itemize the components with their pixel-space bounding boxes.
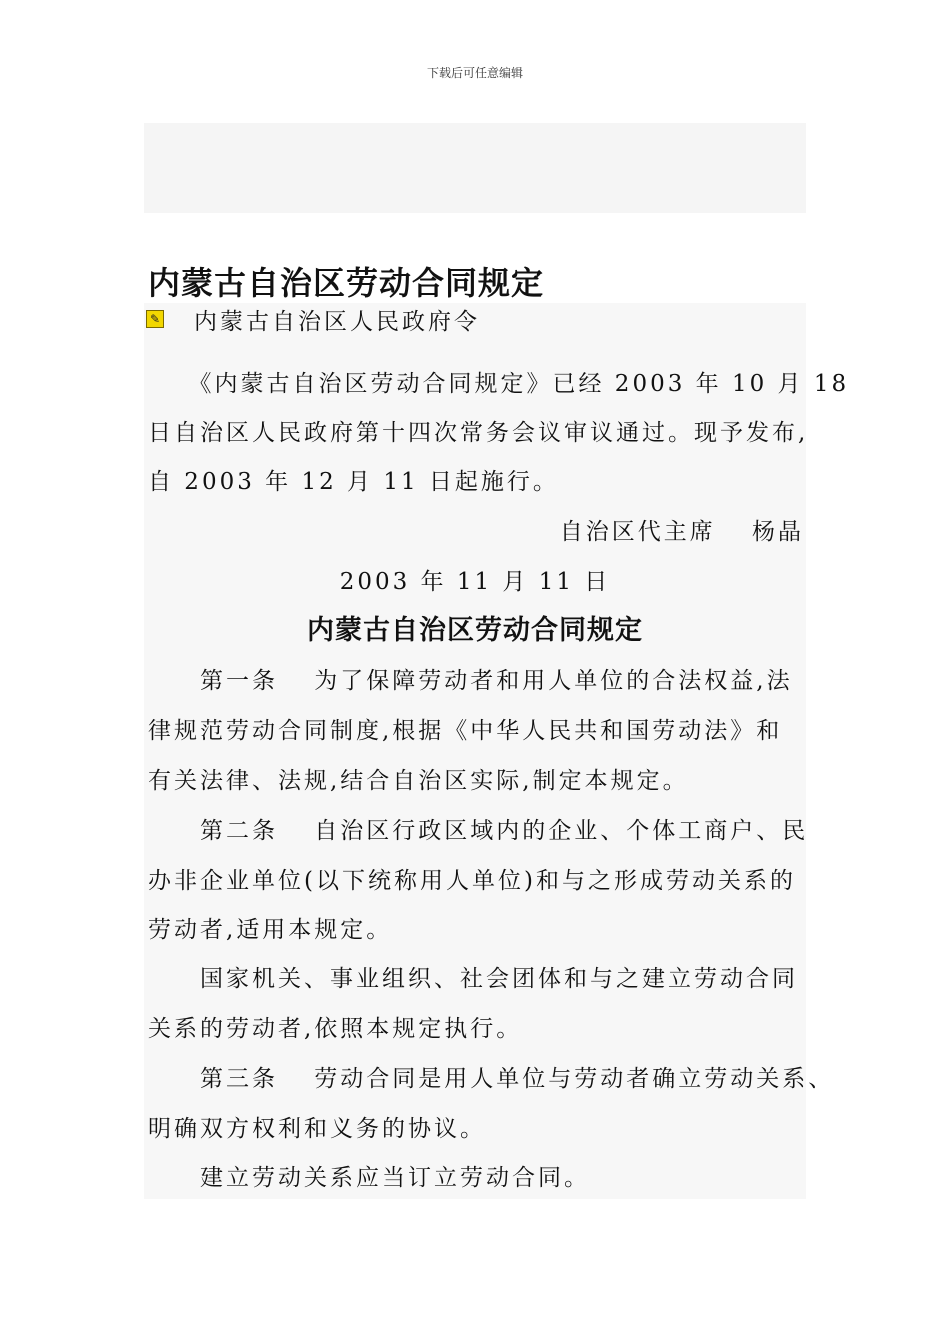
preamble-line-2: 日自治区人民政府第十四次常务会议审议通过。现予发布, [148,420,809,446]
article-line: 建立劳动关系应当订立劳动合同。 [148,1165,590,1191]
article-line: 国家机关、事业组织、社会团体和与之建立劳动合同 [148,966,798,992]
signature: 自治区代主席 杨晶 [559,519,804,545]
document-title: 内蒙古自治区劳动合同规定 [148,264,545,302]
document-icon[interactable]: ✎ [146,310,164,328]
article-line: 明确双方权利和义务的协议。 [148,1116,486,1142]
article-line: 有关法律、法规,结合自治区实际,制定本规定。 [148,768,689,794]
decree-line [144,303,480,335]
top-blank-box [144,123,806,213]
article-line: 第一条 为了保障劳动者和用人单位的合法权益,法 [148,668,793,694]
regulation-title: 内蒙古自治区劳动合同规定 [307,615,643,646]
article-line: 律规范劳动合同制度,根据《中华人民共和国劳动法》和 [148,718,783,744]
article-line: 关系的劳动者,依照本规定执行。 [148,1016,523,1042]
header-note: 下载后可任意编辑 [426,66,523,80]
article-line: 第三条 劳动合同是用人单位与劳动者确立劳动关系、 [148,1066,835,1092]
decree-date: 2003 年 11 月 11 日 [339,569,611,595]
article-line: 第二条 自治区行政区域内的企业、个体工商户、民 [148,818,809,844]
preamble-line-1: 《内蒙古自治区劳动合同规定》已经 2003 年 10 月 18 [148,371,850,397]
article-line: 劳动者,适用本规定。 [148,917,393,943]
decree-text: 内蒙古自治区人民政府令 [194,308,480,335]
preamble-line-3: 自 2003 年 12 月 11 日起施行。 [148,469,559,495]
article-line: 办非企业单位(以下统称用人单位)和与之形成劳动关系的 [148,868,796,894]
